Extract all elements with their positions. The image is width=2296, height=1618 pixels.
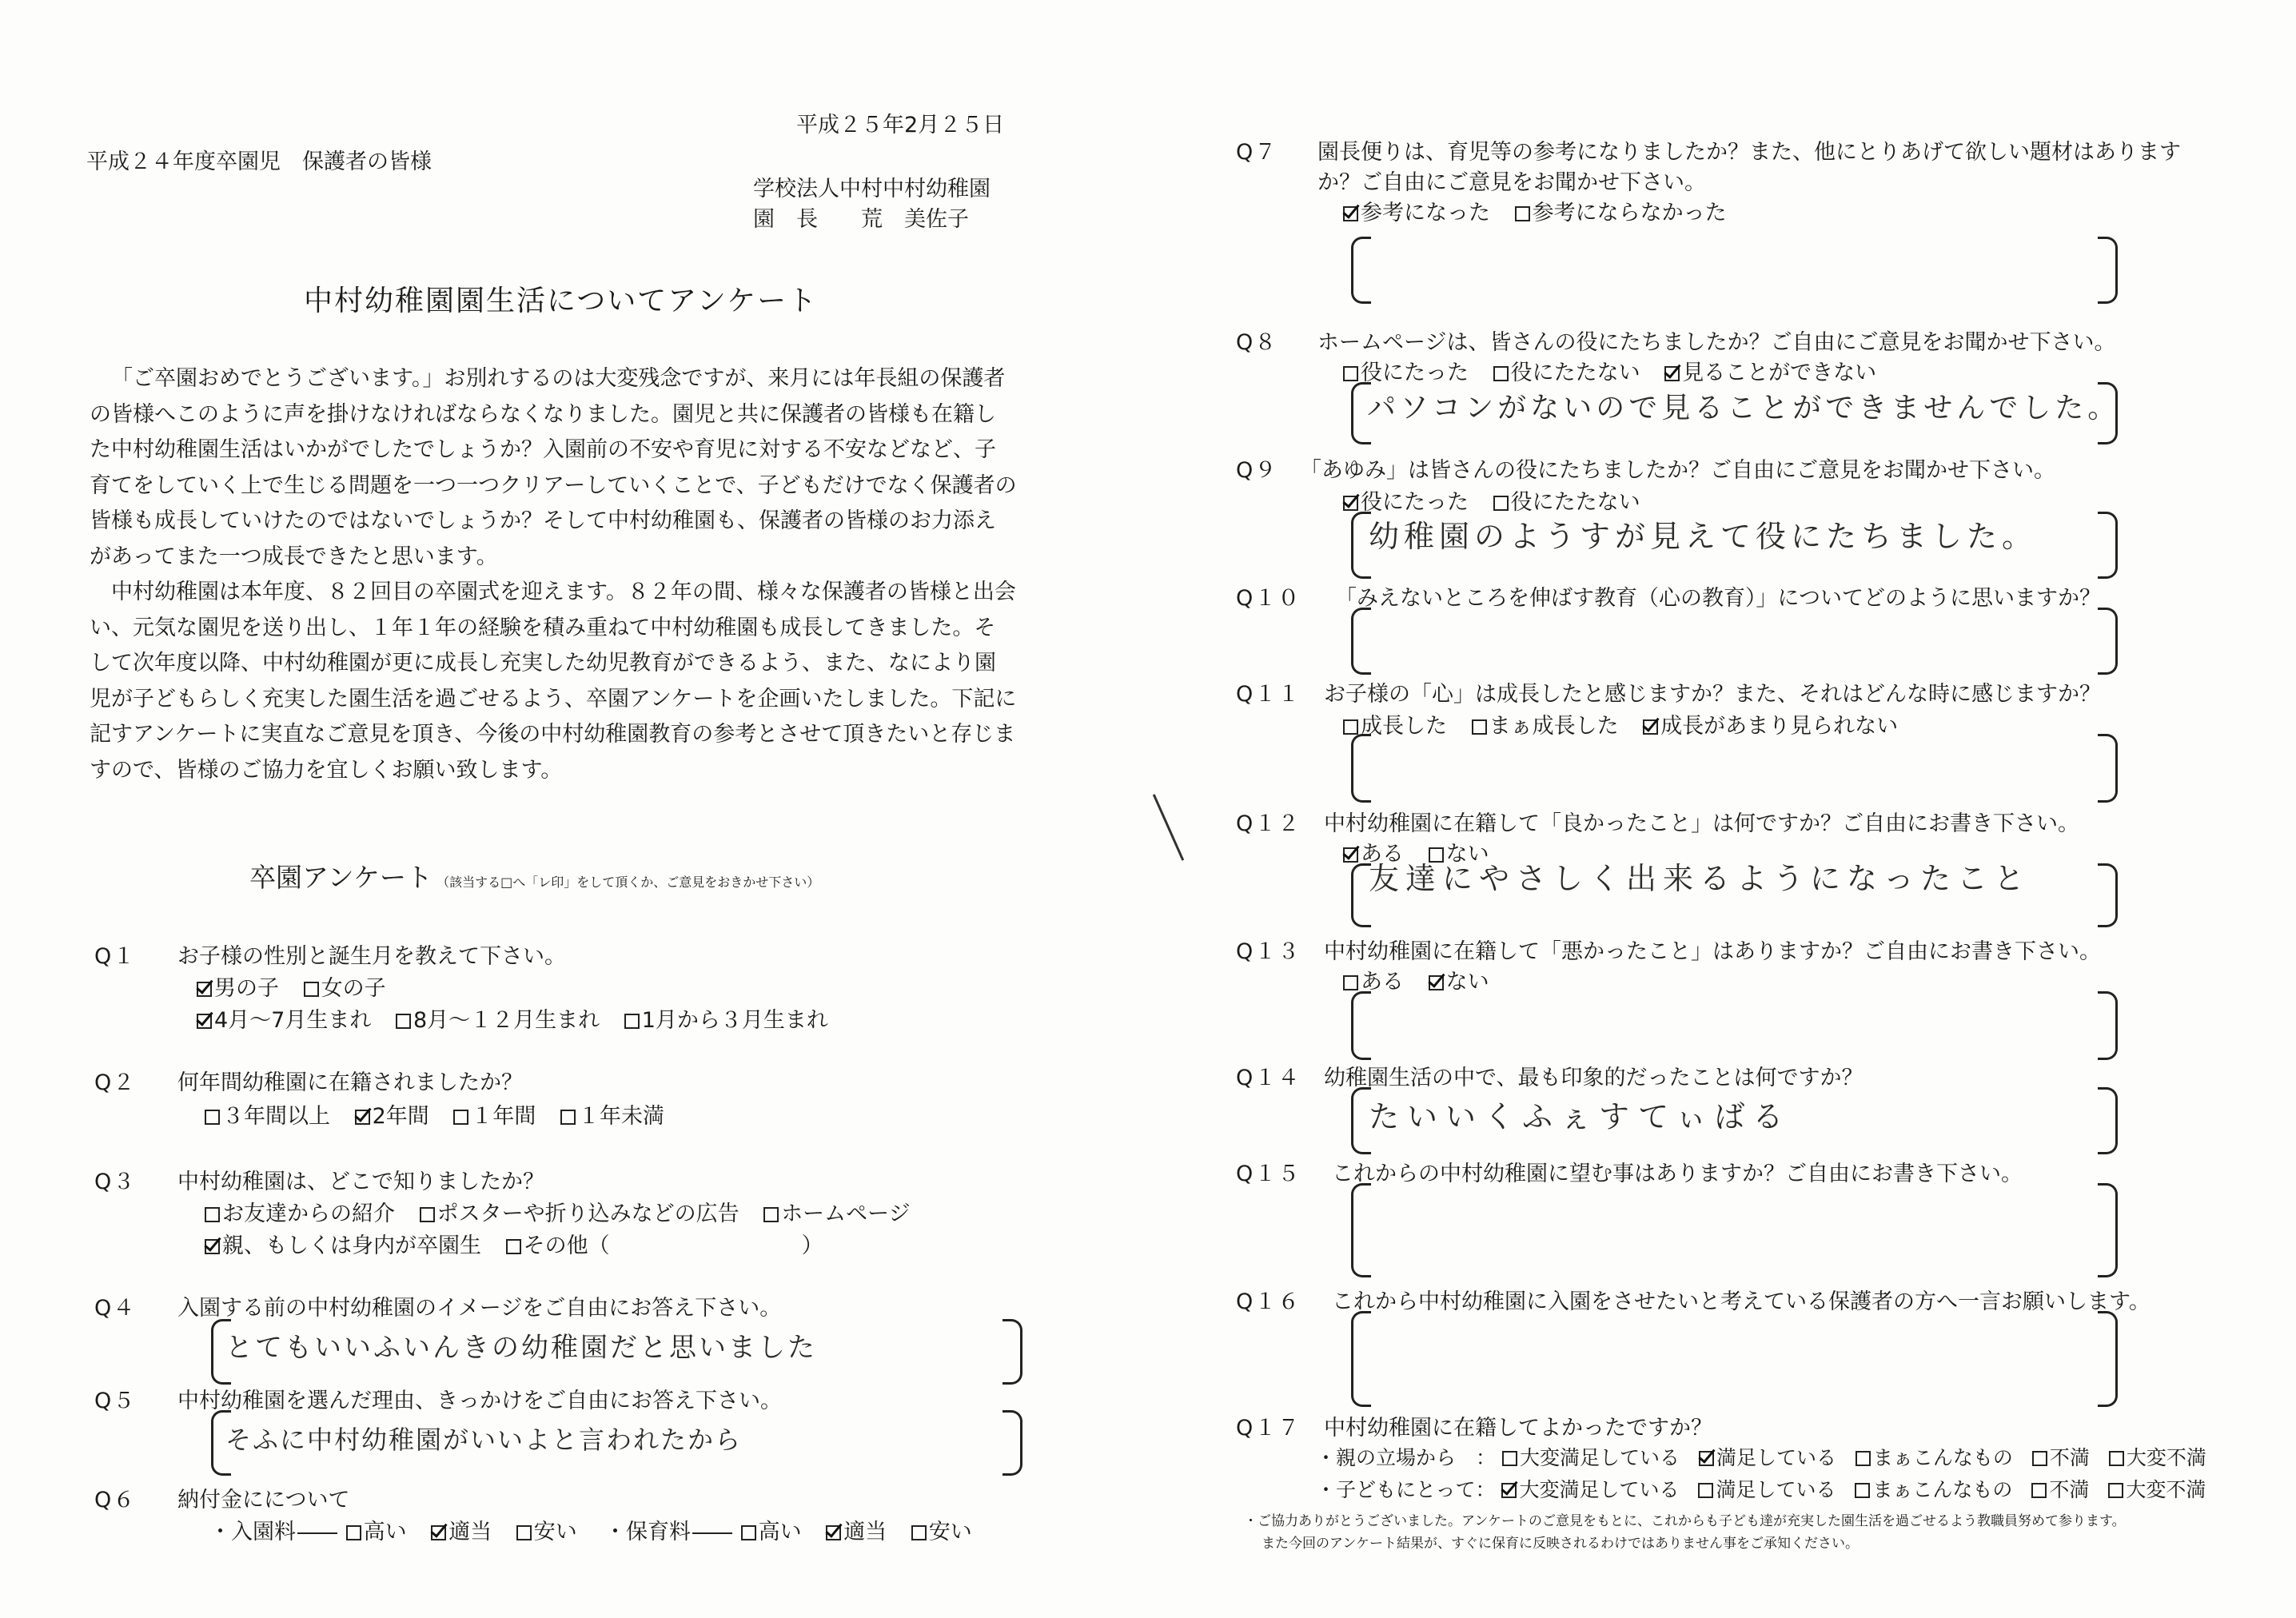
checkbox-q3-homepage[interactable] bbox=[763, 1207, 779, 1222]
q12-answer[interactable]: 友達にやさしく出来るようになったこと bbox=[1369, 861, 2031, 896]
scan-mark bbox=[1153, 794, 1184, 860]
q14-answer[interactable]: たいいくふぇすてぃばる bbox=[1369, 1099, 1792, 1134]
checkbox-q7-not-helpful[interactable] bbox=[1515, 206, 1530, 221]
q17-parent-label: ・親の立場から ： bbox=[1316, 1446, 1497, 1469]
q9-number: Q９ bbox=[1236, 458, 1278, 483]
option-label: 役にたった bbox=[1361, 490, 1469, 515]
checkbox-q2-1year[interactable] bbox=[453, 1110, 468, 1125]
option-label: 役にたたない bbox=[1510, 361, 1640, 385]
q7-bracket-right bbox=[2098, 237, 2118, 304]
q12-text: 中村幼稚園に在籍して「良かったこと」は何ですか？ご自由にお書き下さい。 bbox=[1324, 811, 2079, 836]
checkbox-q13-no[interactable] bbox=[1429, 975, 1444, 990]
q1-options-birth-month bbox=[197, 1002, 846, 1034]
option-label: まぁこんなもの bbox=[1872, 1478, 2013, 1501]
checkbox-q17-parent-satisfied[interactable] bbox=[1699, 1451, 1714, 1466]
checkbox-q17-child-very-dissatisfied[interactable] bbox=[2108, 1483, 2123, 1498]
q16-bracket-left bbox=[1351, 1311, 1371, 1407]
option-label: 高い bbox=[758, 1520, 802, 1544]
q16-text: これから中村幼稚園に入園をさせたいと考えている保護者の方へ一言お願いします。 bbox=[1332, 1289, 2151, 1314]
option-label: ホームページ bbox=[781, 1202, 911, 1226]
q11-bracket-left bbox=[1351, 734, 1371, 803]
q10-number: Q１０ bbox=[1236, 586, 1301, 611]
checkbox-q11-little-growth[interactable] bbox=[1643, 719, 1658, 735]
checkbox-q3-other[interactable] bbox=[506, 1239, 521, 1254]
q13-text: 中村幼稚園に在籍して「悪かったこと」はありますか？ご自由にお書き下さい。 bbox=[1324, 939, 2101, 964]
q9-text: 「あゆみ」は皆さんの役にたちましたか？ご自由にご意見をお聞かせ下さい。 bbox=[1300, 458, 2055, 483]
q17-number: Q１７ bbox=[1236, 1416, 1301, 1441]
checkbox-q3-family[interactable] bbox=[205, 1239, 220, 1254]
option-label: 安い bbox=[533, 1520, 577, 1544]
option-label: ない bbox=[1445, 842, 1489, 867]
q17-child-label: ・子どもにとって： bbox=[1316, 1478, 1496, 1501]
q1-number: Q１ bbox=[94, 944, 137, 969]
checkbox-q1-female[interactable] bbox=[304, 982, 319, 997]
checkbox-q2-2years[interactable] bbox=[355, 1110, 370, 1125]
q7-text-line1: 園長便りは、育児等の参考になりましたか？また、他にとりあげて欲しい題材はあります bbox=[1317, 140, 2181, 165]
checkbox-q17-child-very-satisfied[interactable] bbox=[1501, 1483, 1517, 1498]
option-label: 満足している bbox=[1716, 1446, 1836, 1469]
option-label: ポスターや折り込みなどの広告 bbox=[436, 1202, 739, 1226]
q14-number: Q１４ bbox=[1236, 1066, 1301, 1090]
tuition-label: ・保育料 bbox=[604, 1520, 691, 1544]
q5-bracket-right bbox=[1003, 1410, 1022, 1476]
q6-options-tuition bbox=[604, 1514, 990, 1545]
option-label: 適当 bbox=[843, 1520, 887, 1544]
q7-options bbox=[1343, 195, 1744, 226]
option-label: 男の子 bbox=[214, 976, 279, 1001]
survey-instruction: （該当する□へ「レ印」をして頂くか、ご意見をおきかせ下さい） bbox=[436, 875, 820, 890]
option-label: 不満 bbox=[2049, 1478, 2090, 1501]
checkbox-q8-cannot-view[interactable] bbox=[1664, 366, 1680, 381]
option-label: 不満 bbox=[2049, 1446, 2090, 1469]
checkbox-q8-not-useful[interactable] bbox=[1493, 366, 1509, 381]
option-label: 安い bbox=[928, 1520, 972, 1544]
q4-number: Q４ bbox=[94, 1296, 137, 1321]
q7-text-line2: か？ご自由にご意見をお聞かせ下さい。 bbox=[1317, 170, 1706, 195]
q3-text: 中村幼稚園は、どこで知りましたか？ bbox=[177, 1170, 544, 1194]
q4-text: 入園する前の中村幼稚園のイメージをご自由にお答え下さい。 bbox=[177, 1296, 782, 1321]
q2-number: Q２ bbox=[94, 1070, 137, 1095]
checkbox-q11-grew[interactable] bbox=[1343, 719, 1358, 735]
option-label: １年未満 bbox=[577, 1104, 664, 1129]
checkbox-q11-somewhat-grew[interactable] bbox=[1472, 719, 1487, 735]
option-label: 大変不満 bbox=[2126, 1446, 2206, 1469]
q13-bracket-right bbox=[2098, 991, 2118, 1060]
option-label: 親、もしくは身内が卒園生 bbox=[222, 1233, 481, 1258]
checkbox-q2-under1[interactable] bbox=[560, 1110, 576, 1125]
principal-name: 園 長 荒 美佐子 bbox=[753, 207, 969, 232]
q8-text: ホームページは、皆さんの役にたちましたか？ご自由にご意見をお聞かせ下さい。 bbox=[1317, 330, 2116, 355]
checkbox-q6a-fair[interactable] bbox=[431, 1525, 446, 1540]
q11-text: お子様の「心」は成長したと感じますか？また、それはどんな時に感じますか？ bbox=[1324, 682, 2101, 707]
checkbox-q17-child-satisfied[interactable] bbox=[1698, 1483, 1713, 1498]
q7-bracket-left bbox=[1351, 237, 1371, 304]
option-label: ある bbox=[1361, 842, 1404, 867]
option-label: 参考にならなかった bbox=[1532, 201, 1727, 225]
q2-text: 何年間幼稚園に在籍されましたか？ bbox=[177, 1070, 523, 1095]
q7-number: Q７ bbox=[1236, 140, 1278, 165]
checkbox-q13-yes[interactable] bbox=[1343, 975, 1358, 990]
q2-options bbox=[205, 1098, 682, 1130]
checkbox-q3-friend[interactable] bbox=[205, 1207, 220, 1222]
q16-bracket-right bbox=[2098, 1311, 2118, 1407]
option-label: まぁ成長した bbox=[1489, 714, 1619, 739]
checkbox-q6a-low[interactable] bbox=[516, 1525, 532, 1540]
q9-answer[interactable]: 幼稚園のようすが見えて役にたちました。 bbox=[1369, 519, 2038, 554]
option-label: 役にたたない bbox=[1510, 490, 1640, 515]
q8-number: Q８ bbox=[1236, 330, 1278, 355]
q4-answer[interactable]: とてもいいふいんきの幼稚園だと思いました bbox=[225, 1332, 817, 1364]
page-title: 中村幼稚園園生活についてアンケート bbox=[304, 285, 819, 317]
option-label: 女の子 bbox=[321, 976, 386, 1001]
checkbox-q6a-high[interactable] bbox=[346, 1525, 361, 1540]
q10-bracket-right bbox=[2098, 608, 2118, 675]
checkbox-q17-parent-dissatisfied[interactable] bbox=[2032, 1451, 2047, 1466]
q6-text: 納付金にについて bbox=[177, 1488, 350, 1512]
option-label: 1月から３月生まれ bbox=[641, 1008, 828, 1033]
q16-number: Q１６ bbox=[1236, 1289, 1301, 1314]
checkbox-q7-helpful[interactable] bbox=[1343, 206, 1358, 221]
checkbox-q1-jan-mar[interactable] bbox=[624, 1014, 640, 1029]
checkbox-q9-not-useful[interactable] bbox=[1493, 496, 1509, 511]
q5-answer[interactable]: そふに中村幼稚園がいいよと言われたから bbox=[225, 1425, 743, 1455]
q13-number: Q１３ bbox=[1236, 939, 1301, 964]
option-label: 4月～7月生まれ bbox=[214, 1008, 372, 1033]
q17-text: 中村幼稚園に在籍してよかったですか？ bbox=[1324, 1416, 1712, 1441]
q1-options-gender bbox=[197, 970, 404, 1002]
option-label: 大変満足している bbox=[1519, 1478, 1680, 1501]
q12-bracket-right bbox=[2098, 863, 2118, 927]
option-label: 大変不満 bbox=[2126, 1478, 2206, 1501]
survey-heading bbox=[249, 857, 819, 895]
option-label: その他（ bbox=[523, 1233, 610, 1258]
checkbox-q12-yes[interactable] bbox=[1343, 847, 1358, 863]
option-label: まぁこんなもの bbox=[1872, 1446, 2013, 1469]
q15-number: Q１５ bbox=[1236, 1162, 1301, 1186]
q6-options-entrance-fee bbox=[209, 1514, 595, 1545]
q11-number: Q１１ bbox=[1236, 682, 1301, 707]
q15-text: これからの中村幼稚園に望む事はありますか？ご自由にお書き下さい。 bbox=[1332, 1162, 2023, 1186]
q9-bracket-right bbox=[2098, 512, 2118, 579]
intro-text bbox=[90, 361, 1017, 788]
q17-child-row bbox=[1316, 1474, 2206, 1503]
option-label: 8月～１２月生まれ bbox=[413, 1008, 600, 1033]
checkbox-q17-child-so-so[interactable] bbox=[1855, 1483, 1870, 1498]
recipient: 平成２４年度卒園児 保護者の皆様 bbox=[86, 149, 432, 174]
entrance-fee-label: ・入園料 bbox=[209, 1520, 296, 1544]
checkbox-q1-male[interactable] bbox=[197, 982, 212, 997]
q14-bracket-right bbox=[2098, 1087, 2118, 1154]
checkbox-q6b-low[interactable] bbox=[911, 1525, 927, 1540]
option-label: 役にたった bbox=[1361, 361, 1469, 385]
school-name: 学校法人中村中村幼稚園 bbox=[753, 177, 991, 201]
option-label: 成長があまり見られない bbox=[1660, 714, 1899, 739]
q3-options-row2 bbox=[205, 1228, 841, 1259]
option-label: お友達からの紹介 bbox=[222, 1202, 395, 1226]
checkbox-q8-useful[interactable] bbox=[1343, 366, 1358, 381]
intro-paragraph-2: 中村幼稚園は本年度、８２回目の卒園式を迎えます。８２年の間、様々な保護者の皆様と出会い、元気な園児を送り出し、１年１年の経験を積み重ねて中村幼稚園も成長してきました。そして次年度以降、中村幼稚園が更に成長し充実した幼児教育ができるよう、また、なにより園児が子どもらしく充実した園生活を過ごせるよう、卒園アンケートを企画いたしました。下記に記すアンケートに実直なご意見を頂き、今後の中村幼稚園教育の参考とさせて頂きたいと存じますので、皆様のご協力を宜しくお願い致します。 bbox=[90, 580, 1017, 783]
footer-note-2: また今回のアンケート結果が、すぐに保育に反映されるわけではありません事をご承知ください。 bbox=[1262, 1536, 1859, 1552]
q5-number: Q５ bbox=[94, 1389, 137, 1413]
option-label: ある bbox=[1361, 970, 1404, 994]
checkbox-q1-apr-jul[interactable] bbox=[197, 1014, 212, 1029]
checkbox-q17-parent-very-satisfied[interactable] bbox=[1502, 1451, 1517, 1466]
q3-options-row1 bbox=[205, 1196, 928, 1227]
checkbox-q3-poster[interactable] bbox=[420, 1207, 435, 1222]
survey-title: 卒園アンケート bbox=[249, 862, 433, 893]
q17-parent-row bbox=[1316, 1442, 2206, 1471]
q8-answer[interactable]: パソコンがないので見ることができませんでした。 bbox=[1367, 392, 2121, 424]
q13-bracket-left bbox=[1351, 991, 1371, 1060]
option-label: ） bbox=[801, 1233, 823, 1258]
option-label: 満足している bbox=[1716, 1478, 1836, 1501]
q15-bracket-right bbox=[2098, 1183, 2118, 1277]
q11-options bbox=[1343, 708, 1915, 739]
q14-text: 幼稚園生活の中で、最も印象的だったことは何ですか？ bbox=[1324, 1066, 1864, 1090]
intro-paragraph-1: 「ご卒園おめでとうございます。」お別れするのは大変残念ですが、来月には年長組の保護者の皆様へこのように声を掛けなければならなくなりました。園児と共に保護者の皆様も在籍した中村幼稚園生活はいかがでしたでしょうか？入園前の不安や育児に対する不安などなど、子育てをしていく上で生じる問題を一つ一つクリアーしていくことで、子どもだけでなく保護者の皆様も成長していけたのではないでしょうか？そして中村幼稚園も、保護者の皆様のお力添えがあってまた一つ成長できたと思います。 bbox=[90, 366, 1017, 569]
option-label: 高い bbox=[363, 1520, 407, 1544]
checkbox-q17-child-dissatisfied[interactable] bbox=[2031, 1483, 2047, 1498]
option-label: 見ることができない bbox=[1682, 361, 1877, 385]
checkbox-q2-3years[interactable] bbox=[205, 1110, 220, 1125]
q6-number: Q６ bbox=[94, 1488, 137, 1512]
checkbox-q9-useful[interactable] bbox=[1343, 496, 1358, 511]
checkbox-q6b-fair[interactable] bbox=[826, 1525, 841, 1540]
option-label: 成長した bbox=[1361, 714, 1447, 739]
q1-text: お子様の性別と誕生月を教えて下さい。 bbox=[177, 944, 566, 969]
option-label: 大変満足している bbox=[1519, 1446, 1680, 1469]
footer-note-1: ・ご協力ありがとうございました。アンケートのご意見をもとに、これからも子ども達が充実した園生活を過ごせるよう教職員努めて参ります。 bbox=[1244, 1513, 2126, 1529]
q10-bracket-left bbox=[1351, 608, 1371, 675]
q3-number: Q３ bbox=[94, 1170, 137, 1194]
option-label: 参考になった bbox=[1361, 201, 1490, 225]
checkbox-q6b-high[interactable] bbox=[741, 1525, 756, 1540]
checkbox-q17-parent-very-dissatisfied[interactable] bbox=[2109, 1451, 2124, 1466]
checkbox-q17-parent-so-so[interactable] bbox=[1856, 1451, 1871, 1466]
q8-options bbox=[1343, 355, 1894, 386]
option-label: 2年間 bbox=[372, 1104, 429, 1129]
q15-bracket-left bbox=[1351, 1183, 1371, 1277]
date: 平成２５年2月２５日 bbox=[796, 113, 1005, 137]
option-label: １年間 bbox=[471, 1104, 536, 1129]
q12-number: Q１２ bbox=[1236, 811, 1301, 836]
option-label: ない bbox=[1445, 970, 1489, 994]
option-label: ３年間以上 bbox=[222, 1104, 330, 1129]
option-label: 適当 bbox=[448, 1520, 492, 1544]
q5-text: 中村幼稚園を選んだ理由、きっかけをご自由にお答え下さい。 bbox=[177, 1389, 782, 1413]
checkbox-q1-aug-dec[interactable] bbox=[396, 1014, 411, 1029]
q4-bracket-right bbox=[1003, 1319, 1022, 1385]
q11-bracket-right bbox=[2098, 734, 2118, 803]
q10-text: 「みえないところを伸ばす教育（心の教育）」についてどのように思いますか？ bbox=[1335, 586, 2101, 611]
